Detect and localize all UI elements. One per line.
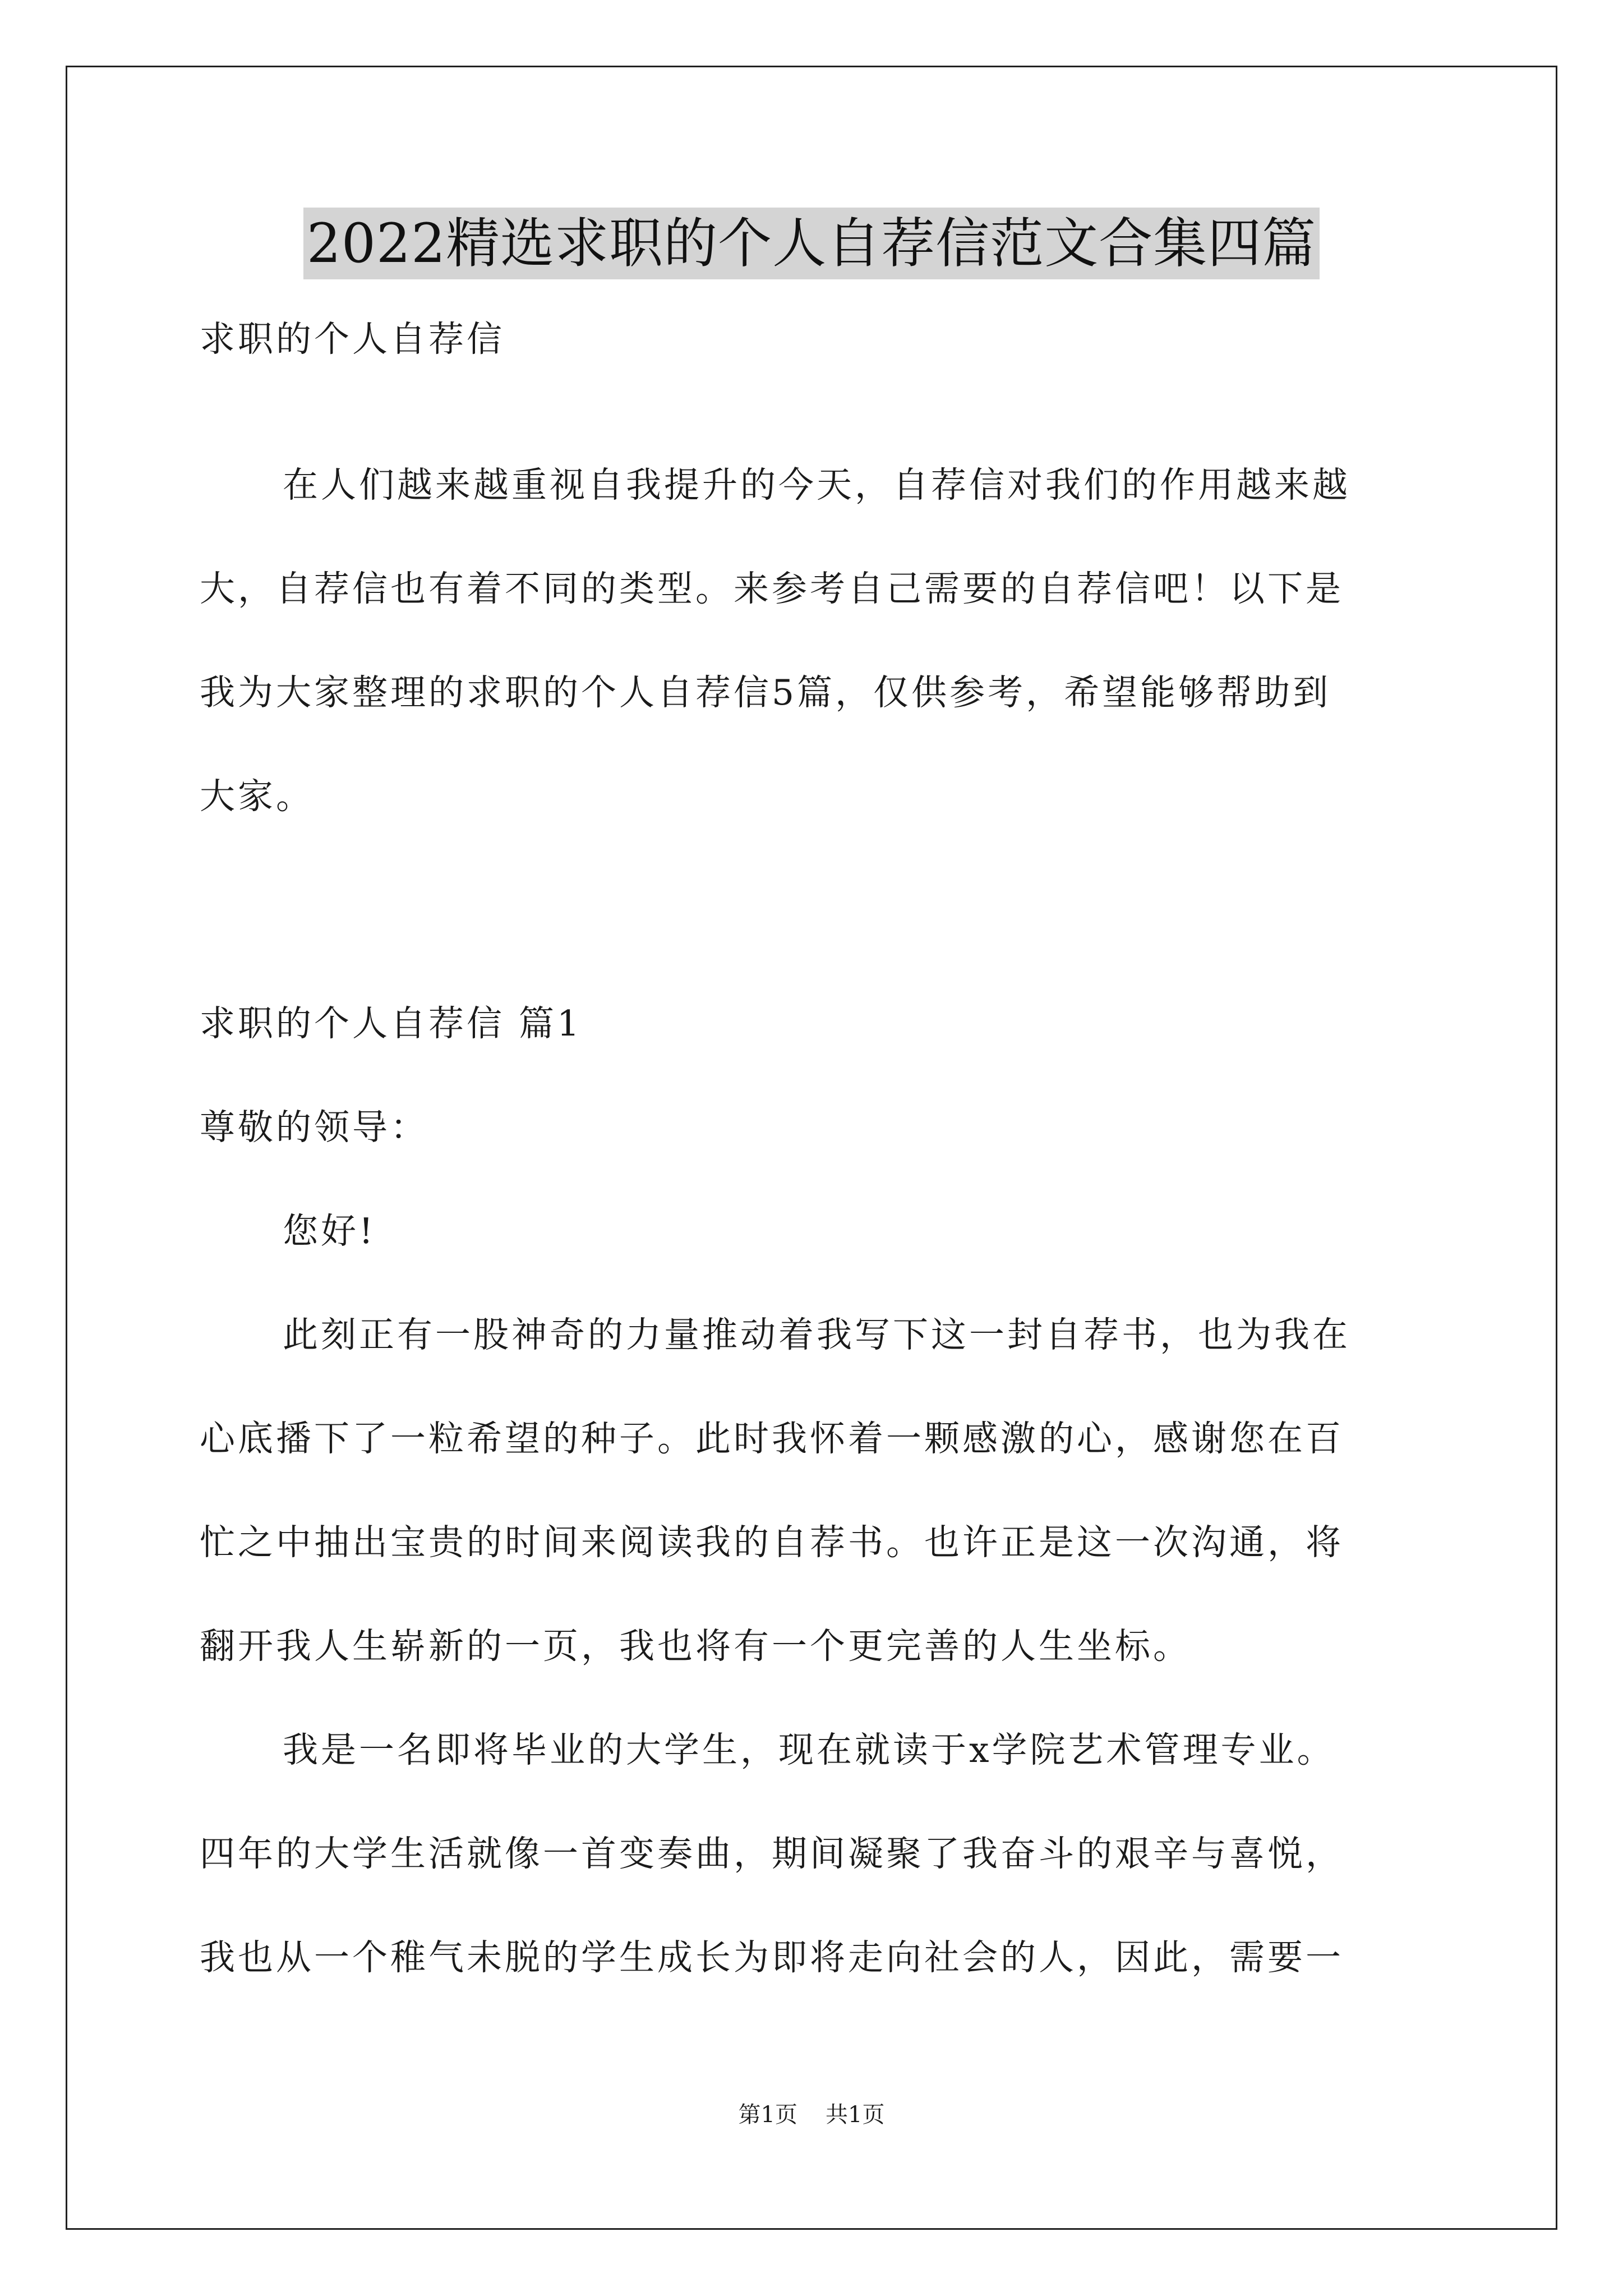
paragraph-line: 我也从一个稚气未脱的学生成长为即将走向社会的人，因此，需要一 <box>200 1937 1344 1978</box>
paragraph-line: 四年的大学生活就像一首变奏曲，期间凝聚了我奋斗的艰辛与喜悦， <box>200 1833 1344 1874</box>
section-heading: 求职的个人自荐信 <box>200 319 505 360</box>
paragraph-line: 我是一名即将毕业的大学生，现在就读于x学院艺术管理专业。 <box>283 1729 1335 1770</box>
paragraph-line: 翻开我人生崭新的一页，我也将有一个更完善的人生坐标。 <box>200 1626 1191 1667</box>
paragraph-line: 大家。 <box>200 776 314 817</box>
page-total: 共1页 <box>826 2102 885 2128</box>
paragraph-line: 此刻正有一股神奇的力量推动着我写下这一封自荐书，也为我在 <box>283 1314 1350 1355</box>
paragraph-line: 大，自荐信也有着不同的类型。来参考自己需要的自荐信吧！以下是 <box>200 568 1344 609</box>
page-footer <box>0 2098 1623 2132</box>
title-container <box>0 208 1623 279</box>
document-title: 2022精选求职的个人自荐信范文合集四篇 <box>303 208 1320 279</box>
greeting: 您好! <box>283 1211 376 1251</box>
paragraph-line: 心底播下了一粒希望的种子。此时我怀着一颗感激的心，感谢您在百 <box>200 1418 1344 1459</box>
section-heading: 求职的个人自荐信 篇1 <box>200 1003 583 1044</box>
salutation: 尊敬的领导： <box>200 1107 428 1148</box>
paragraph-line: 忙之中抽出宝贵的时间来阅读我的自荐书。也许正是这一次沟通，将 <box>200 1522 1344 1563</box>
paragraph-line: 我为大家整理的求职的个人自荐信5篇，仅供参考，希望能够帮助到 <box>200 672 1331 713</box>
page-number: 第1页 <box>738 2102 797 2128</box>
paragraph-line: 在人们越来越重视自我提升的今天，自荐信对我们的作用越来越 <box>283 464 1350 505</box>
